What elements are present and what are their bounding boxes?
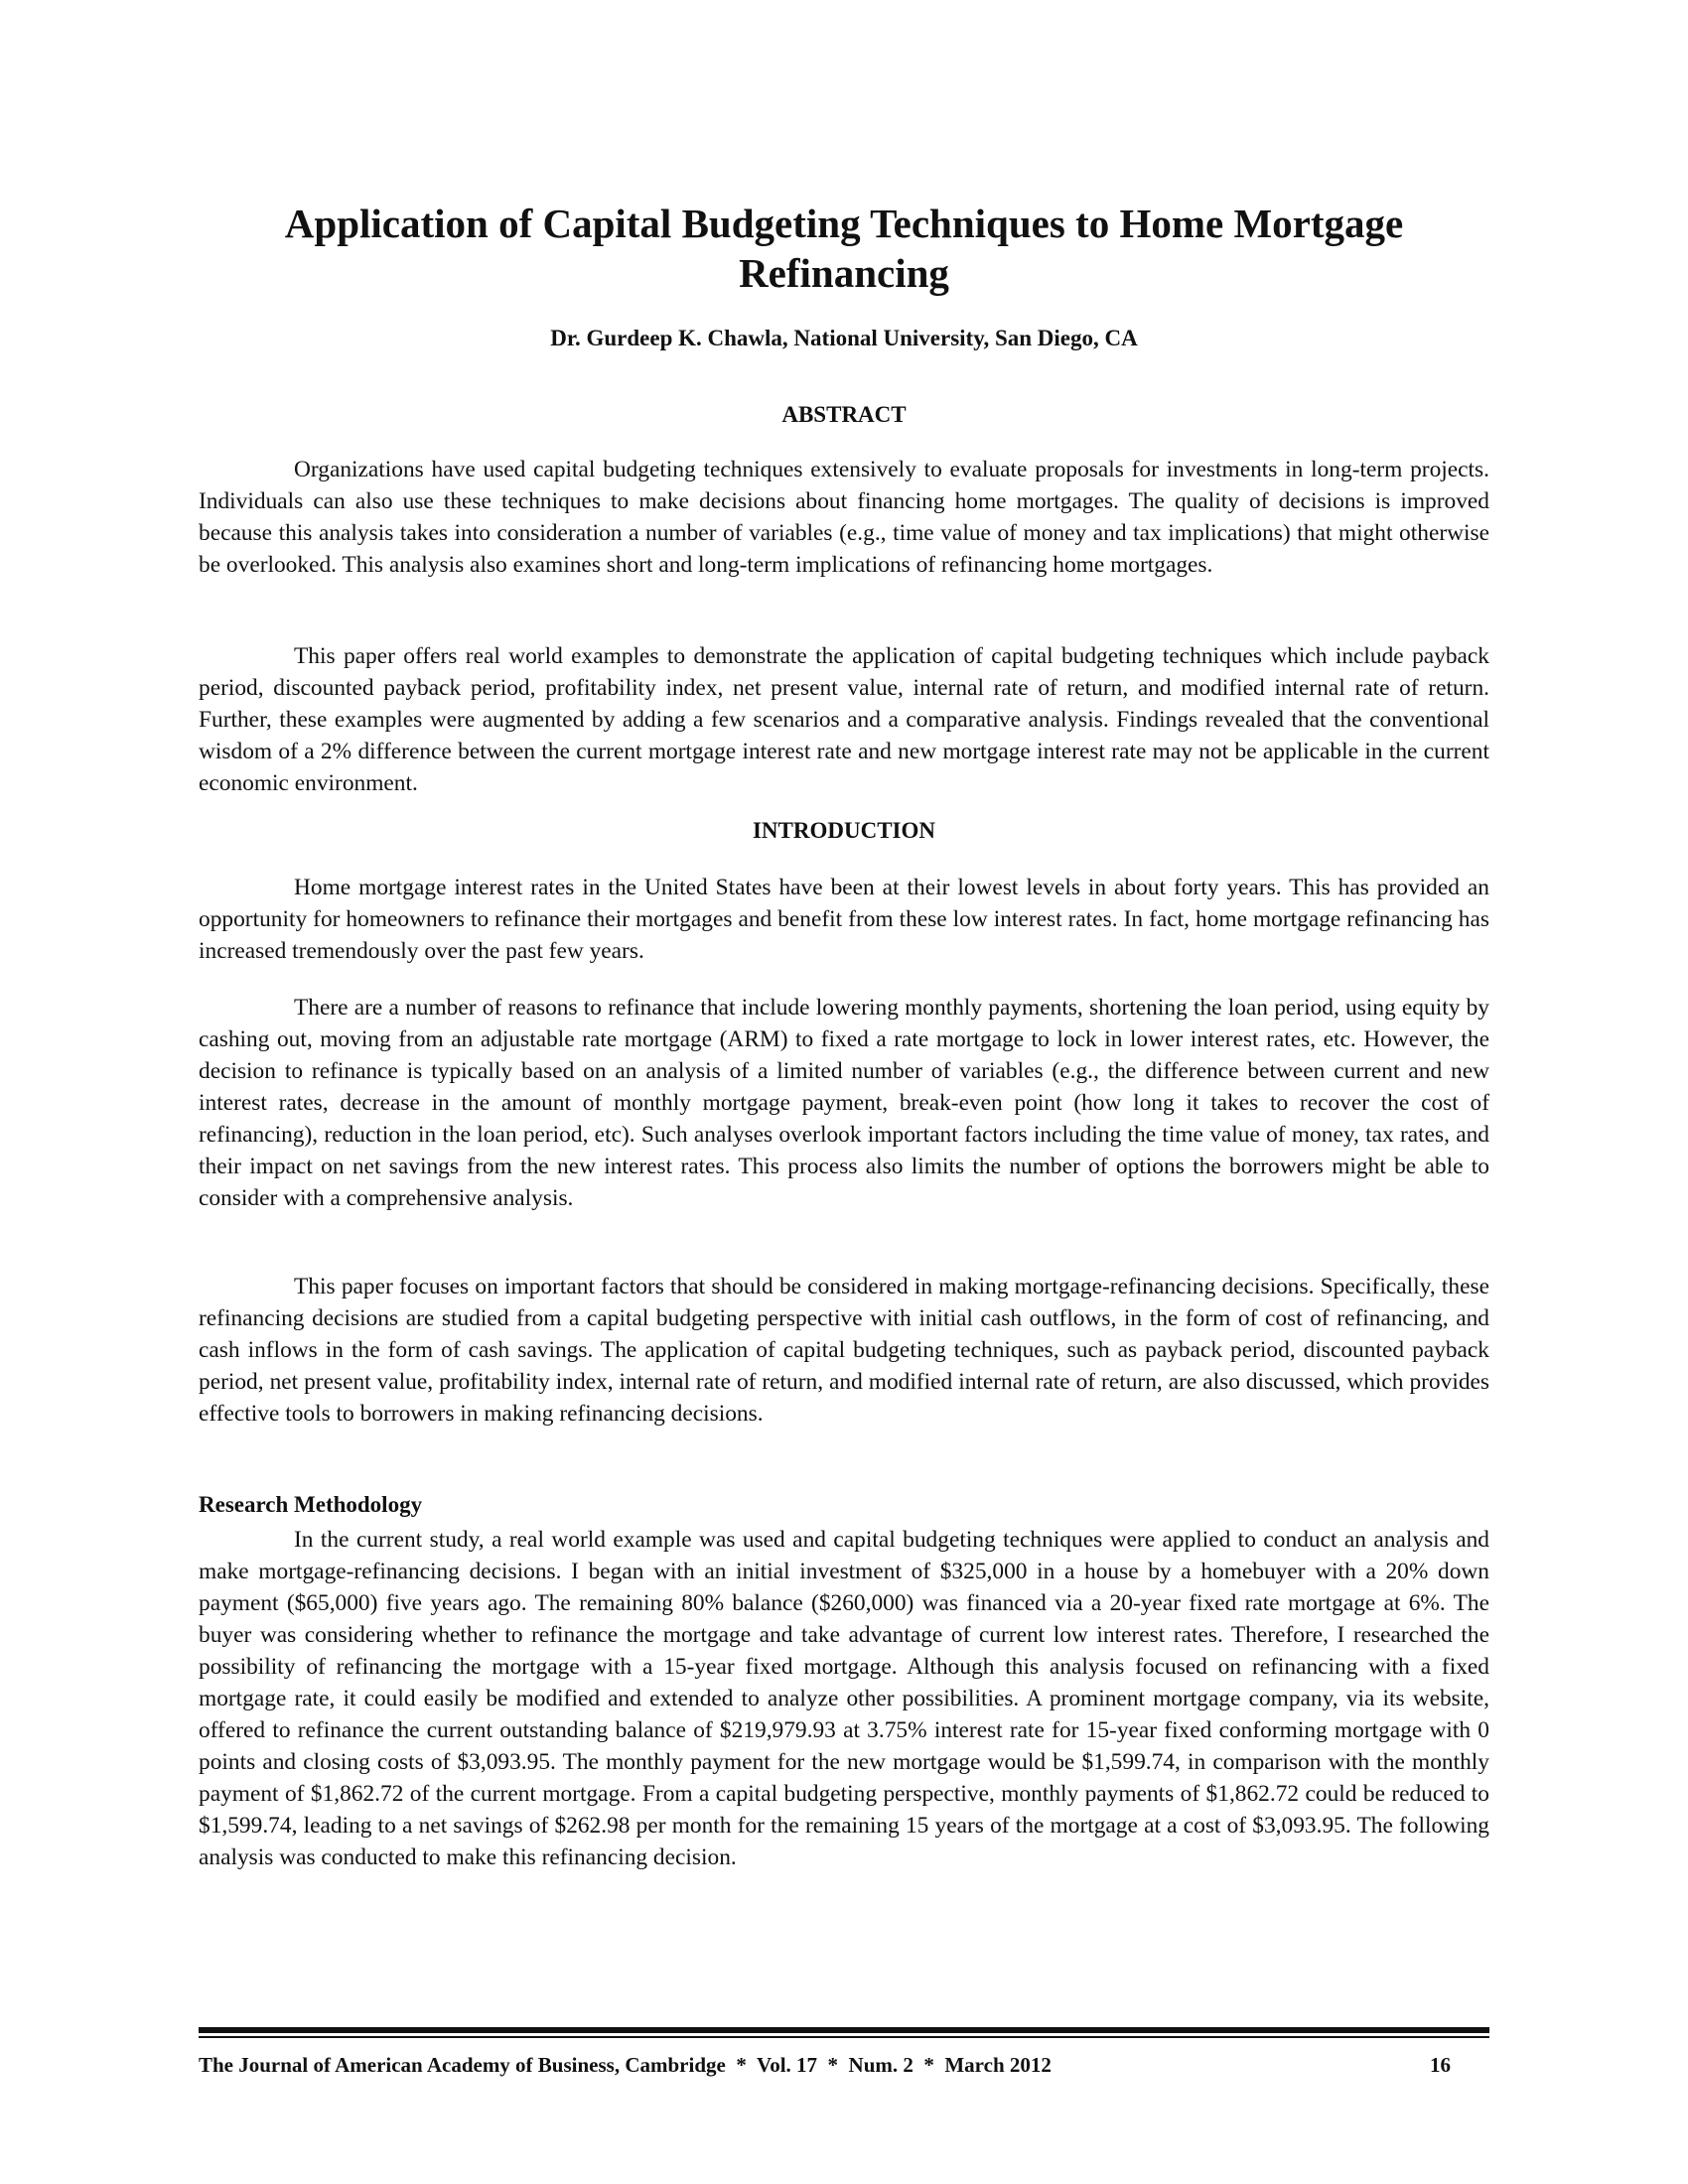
introduction-paragraph-1: Home mortgage interest rates in the United States have been at their lowest levels in about forty years. This has provided an opportunity for homeowners to refinance their mortgages and benefit from these low interest rates. In fact, home mortgage refinancing has increased tremendously over the past few years. [199,875,1489,964]
abstract-heading: ABSTRACT [781,402,907,427]
abstract-paragraph-2: This paper offers real world examples to demonstrate the application of capital budgeting techniques which include payback period, discounted payback period, profitability index, net present value, internal rate of return, and modified internal rate of return. Further, these examples were augmented by adding a few scenarios and a comparative analysis. Findings revealed that the conventional wisdom of a 2% difference between the current mortgage interest rate and new mortgage interest rate may not be applicable in the current economic environment. [199,643,1489,796]
methodology-paragraph: In the current study, a real world example was used and capital budgeting techniques were applied to conduct an analysis and make mortgage-refinancing decisions. I began with an initial investment of $325,000 in a house by a homebuyer with a 20% down payment ($65,000) five years ago. The remaining 80% balance ($260,000) was financed via a 20-year fixed rate mortgage at 6%. The buyer was considering whether to refinance the mortgage and take advantage of current low interest rates. Therefore, I researched the possibility of refinancing the mortgage with a 15-year fixed mortgage. Although this analysis focused on refinancing with a fixed mortgage rate, it could easily be modified and extended to analyze other possibilities. A prominent mortgage company, via its website, offered to refinance the current outstanding balance of $219,979.93 at 3.75% interest rate for 15-year fixed conforming mortgage with 0 points and closing costs of $3,093.95. The monthly payment for the new mortgage would be $1,599.74, in comparison with the monthly payment of $1,862.72 of the current mortgage. From a capital budgeting perspective, monthly payments of $1,862.72 could be reduced to $1,599.74, leading to a net savings of $262.98 per month for the remaining 15 years of the mortgage at a cost of $3,093.95. The following analysis was conducted to make this refinancing decision. [199,1527,1489,1870]
footer-rule-thick [199,2027,1489,2033]
introduction-paragraph-2: There are a number of reasons to refinance that include lowering monthly payments, shortening the loan period, using equity by cashing out, moving from an adjustable rate mortgage (ARM) to fixed a rate mortgage to lock in lower interest rates, etc. However, the decision to refinance is typically based on an analysis of a limited number of variables (e.g., the difference between current and new interest rates, decrease in the amount of monthly mortgage payment, break-even point (how long it takes to recover the cost of refinancing), reduction in the loan period, etc). Such analyses overlook important factors including the time value of money, tax rates, and their impact on net savings from the new interest rates. This process also limits the number of options the borrowers might be able to consider with a comprehensive analysis. [199,995,1489,1211]
footer-rule-thin [199,2036,1489,2038]
footer-journal-citation: The Journal of American Academy of Business, Cambridge * Vol. 17 * Num. 2 * March 2012 [199,2053,1052,2077]
paper-page [199,0,1489,2184]
introduction-paragraph-3: This paper focuses on important factors that should be considered in making mortgage-refinancing decisions. Specifically, these refinancing decisions are studied from a capital budgeting perspective with initial cash outflows, in the form of cost of refinancing, and cash inflows in the form of cash savings. The application of capital budgeting techniques, such as payback period, discounted payback period, net present value, profitability index, internal rate of return, and modified internal rate of return, are also discussed, which provides effective tools to borrowers in making refinancing decisions. [199,1274,1489,1427]
abstract-paragraph-1: Organizations have used capital budgeting techniques extensively to evaluate proposals for investments in long-term projects. Individuals can also use these techniques to make decisions about financing home mortgages. The quality of decisions is improved because this analysis takes into consideration a number of variables (e.g., time value of money and tax implications) that might otherwise be overlooked. This analysis also examines short and long-term implications of refinancing home mortgages. [199,457,1489,578]
research-methodology-heading: Research Methodology [199,1492,423,1517]
paper-title: Application of Capital Budgeting Techniques to Home Mortgage Refinancing [284,201,1404,296]
footer-page-number: 16 [1430,2053,1451,2077]
author-affiliation: Dr. Gurdeep K. Chawla, National University, San Diego, CA [550,326,1138,350]
introduction-heading: INTRODUCTION [752,818,936,843]
